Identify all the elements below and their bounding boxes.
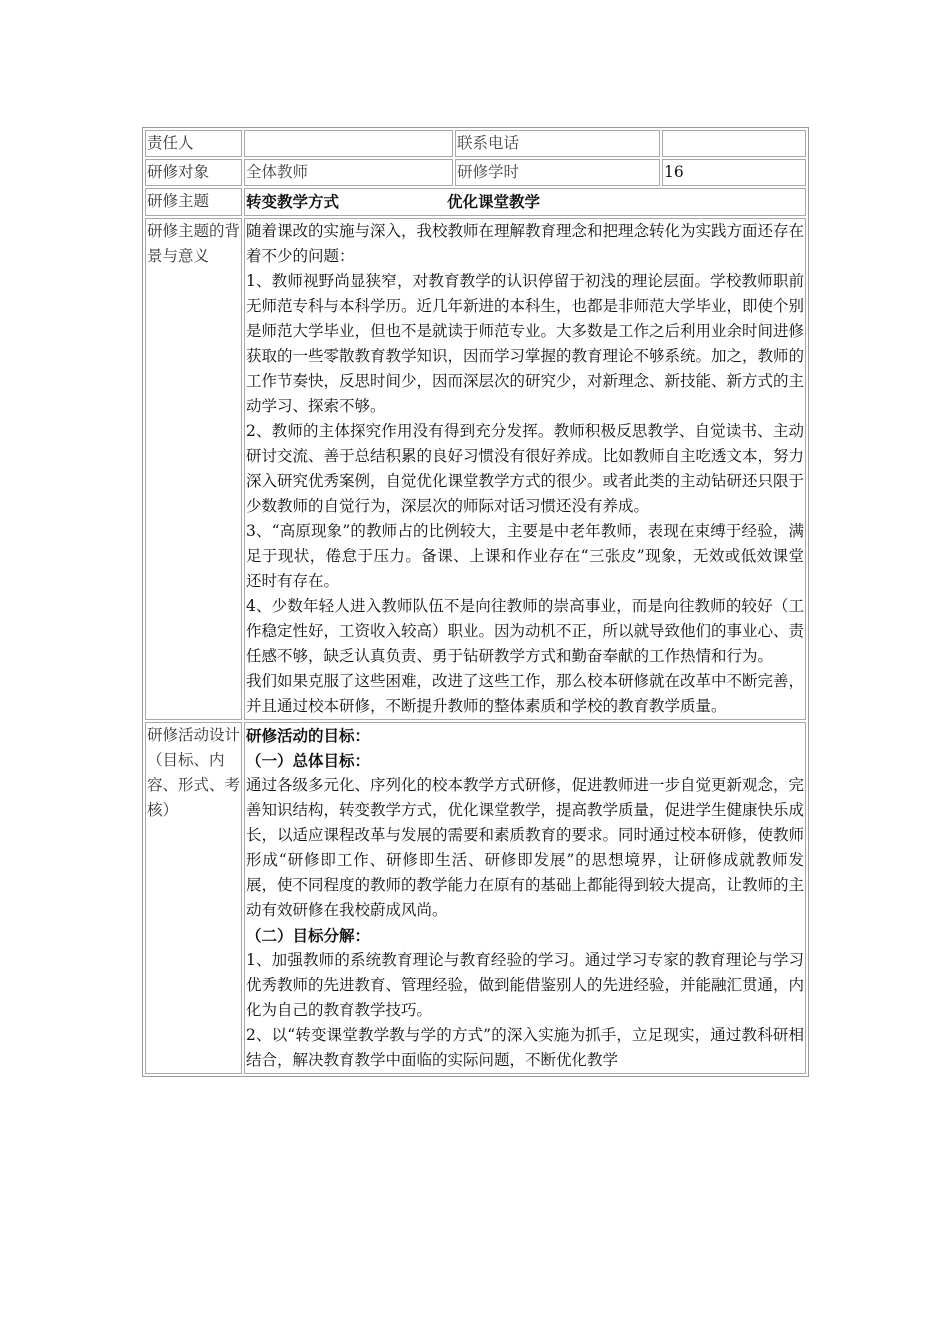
contact-phone-label: 联系电话 [455, 130, 660, 157]
activity-design-label: 研修活动设计（目标、内容、形式、考核） [145, 722, 242, 1074]
background-content [244, 218, 806, 720]
study-hours-label: 研修学时 [455, 159, 660, 186]
contact-phone-value [662, 130, 806, 157]
goal-breakdown-paragraph: 2、以“转变课堂教学教与学的方式”的深入实施为抓手，立足现实，通过教科研相结合，解决教育教学中面临的实际问题，不断优化教学 [246, 1026, 804, 1069]
background-paragraph: 我们如果克服了这些困难，改进了这些工作，那么校本研修就在改革中不断完善，并且通过校本研修，不断提升教师的整体素质和学校的教育教学质量。 [246, 672, 805, 715]
table-row [145, 159, 806, 186]
theme-label: 研修主题 [145, 188, 242, 216]
target-audience-value: 全体教师 [244, 159, 453, 186]
target-audience-label: 研修对象 [145, 159, 242, 186]
table-row [145, 218, 806, 720]
table-row [145, 130, 806, 157]
overall-goal-paragraph: 通过各级多元化、序列化的校本教学方式研修，促进教师进一步自觉更新观念，完善知识结构，转变教学方式，优化课堂教学，提高教学质量，促进学生健康快乐成长，以适应课程改革与发展的需要和素质教育的要求。同时通过校本研修，使教师形成“研修即工作、研修即生活、研修即发展”的思想境界，让研修成就教师发展，使不同程度的教师的教学能力在原有的基础上都能得到较大提高，让教师的主动有效研修在我校蔚成风尚。 [246, 776, 805, 919]
background-paragraph: 2、教师的主体探究作用没有得到充分发挥。教师积极反思教学、自觉读书、主动研讨交流、善于总结积累的良好习惯没有很好养成。比如教师自主吃透文本，努力深入研究优秀案例，自觉优化课堂教学方式的很少。或者此类的主动钻研还只限于少数教师的自觉行为，深层次的师际对话习惯还没有养成。 [246, 422, 805, 515]
theme-part-1: 转变教学方式 [246, 192, 340, 211]
background-paragraph: 1、教师视野尚显狭窄，对教育教学的认识停留于初浅的理论层面。学校教师职前无师范专科与本科学历。近几年新进的本科生，也都是非师范大学毕业，即使个别是师范大学毕业，但也不是就读于师范专业。大多数是工作之后利用业余时间进修获取的一些零散教育教学知识，因而学习掌握的教育理论不够系统。加之，教师的工作节奏快，反思时间少，因而深层次的研究少，对新理念、新技能、新方式的主动学习、探索不够。 [246, 272, 805, 415]
table-row [145, 188, 806, 216]
activity-design-content [244, 722, 806, 1074]
table-row [145, 722, 806, 1074]
background-paragraph: 随着课改的实施与深入，我校教师在理解教育理念和把理念转化为实践方面还存在着不少的问题： [246, 222, 805, 265]
responsible-person-label: 责任人 [145, 130, 242, 157]
theme-part-2: 优化课堂教学 [447, 192, 541, 211]
study-hours-value: 16 [662, 159, 806, 186]
activity-goal-heading: 研修活动的目标： [246, 726, 371, 745]
goal-breakdown-subheading: （二）目标分解： [246, 926, 371, 945]
responsible-person-value [244, 130, 453, 157]
background-label: 研修主题的背景与意义 [145, 218, 242, 720]
training-plan-table [142, 127, 809, 1077]
theme-value [244, 188, 806, 216]
goal-breakdown-paragraph: 1、加强教师的系统教育理论与教育经验的学习。通过学习专家的教育理论与学习优秀教师的先进教育、管理经验，做到能借鉴别人的先进经验，并能融汇贯通，内化为自己的教育教学技巧。 [246, 951, 805, 1019]
background-paragraph: 4、少数年轻人进入教师队伍不是向往教师的崇高事业，而是向往教师的较好（工作稳定性好，工资收入较高）职业。因为动机不正，所以就导致他们的事业心、责任感不够，缺乏认真负责、勇于钻研教学方式和勤奋奉献的工作热情和行为。 [246, 597, 805, 665]
overall-goal-subheading: （一）总体目标： [246, 751, 371, 770]
background-paragraph: 3、“高原现象”的教师占的比例较大，主要是中老年教师，表现在束缚于经验，满足于现状，倦怠于压力。备课、上课和作业存在“三张皮”现象，无效或低效课堂还时有存在。 [246, 522, 804, 590]
